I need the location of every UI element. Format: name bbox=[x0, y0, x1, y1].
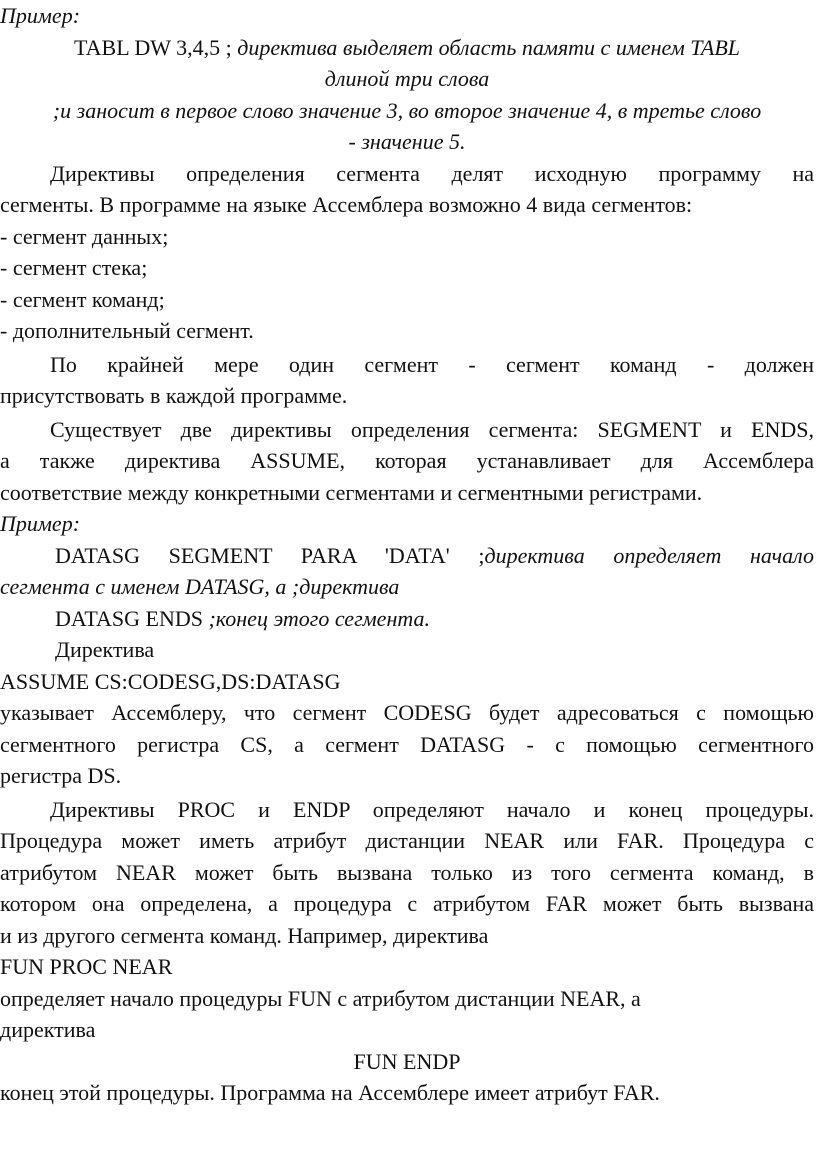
code-comment-continued: - значение 5. bbox=[348, 129, 466, 154]
example-code-line bbox=[0, 540, 814, 572]
final-line: конец этой процедуры. Программа на Ассемблере имеет атрибут FAR. bbox=[0, 1080, 660, 1105]
example-label: Пример: bbox=[0, 3, 81, 28]
list-item: - сегмент команд; bbox=[0, 286, 165, 312]
paragraph-line: присутствовать в каждой программе. bbox=[0, 383, 348, 408]
code-comment-continued: ;и заносит в первое слово значение 3, во второе значение 4, в третье слово bbox=[52, 97, 762, 123]
code-comment-continued: длиной три слова bbox=[324, 66, 490, 91]
fun-endp-line: FUN ENDP bbox=[353, 1048, 461, 1074]
paragraph-line: регистра DS. bbox=[0, 763, 122, 788]
paragraph-line: указывает Ассемблеру, что сегмент CODESG будет адресоваться с помощью bbox=[0, 700, 814, 725]
code-text: DATASG SEGMENT PARA 'DATA' ; bbox=[55, 542, 485, 568]
list-item: - сегмент стека; bbox=[0, 255, 148, 280]
example-code-line bbox=[0, 32, 814, 64]
paragraph-line: и из другого сегмента команд. Например, директива bbox=[0, 922, 489, 948]
code-comment: ;конец этого сегмента. bbox=[208, 605, 431, 631]
paragraph-line: котором она определена, а процедура с атрибутом FAR может быть вызвана bbox=[0, 891, 814, 916]
paragraph-line: Процедура может иметь атрибут дистанции NEAR или FAR. Процедура с bbox=[0, 828, 814, 853]
paragraph-line: Существует две директивы определения сегмента: SEGMENT и ENDS, bbox=[50, 416, 814, 442]
assume-line: ASSUME CS:CODESG,DS:DATASG bbox=[0, 668, 341, 694]
paragraph-line: а также директива ASSUME, которая устанавливает для Ассемблера bbox=[0, 448, 814, 473]
paragraph-line: Директивы определения сегмента делят исходную программу на bbox=[50, 160, 814, 186]
code-text: DATASG ENDS bbox=[55, 605, 209, 631]
paragraph-line: сегментного регистра CS, а сегмент DATASG - с помощью сегментного bbox=[0, 731, 814, 757]
paragraph-line: атрибутом NEAR может быть вызвана только из того сегмента команд, в bbox=[0, 859, 814, 885]
code-comment: директива определяет начало bbox=[484, 542, 814, 568]
paragraph-line: сегменты. В программе на языке Ассемблера возможно 4 вида сегментов: bbox=[0, 192, 693, 217]
paragraph-line: директива bbox=[0, 1017, 96, 1042]
paragraph-line: По крайней мере один сегмент - сегмент команд - должен bbox=[50, 351, 814, 377]
list-item: - дополнительный сегмент. bbox=[0, 318, 254, 343]
code-comment-continued: сегмента с именем DATASG, а ;директива bbox=[0, 574, 400, 599]
code-text: TABL DW 3,4,5 ; bbox=[73, 34, 238, 60]
directive-word: Директива bbox=[55, 637, 155, 662]
list-item: - сегмент данных; bbox=[0, 223, 169, 249]
example-label: Пример: bbox=[0, 511, 81, 536]
paragraph-line: Директивы PROC и ENDP определяют начало и конец процедуры. bbox=[50, 796, 814, 822]
paragraph-line: соответствие между конкретными сегментами и сегментными регистрами. bbox=[0, 479, 703, 505]
example-code-line bbox=[0, 603, 814, 635]
fun-proc-line: FUN PROC NEAR bbox=[0, 954, 173, 979]
code-comment: директива выделяет область памяти с именем TABL bbox=[237, 34, 741, 60]
paragraph-line: определяет начало процедуры FUN с атрибутом дистанции NEAR, а bbox=[0, 985, 641, 1011]
